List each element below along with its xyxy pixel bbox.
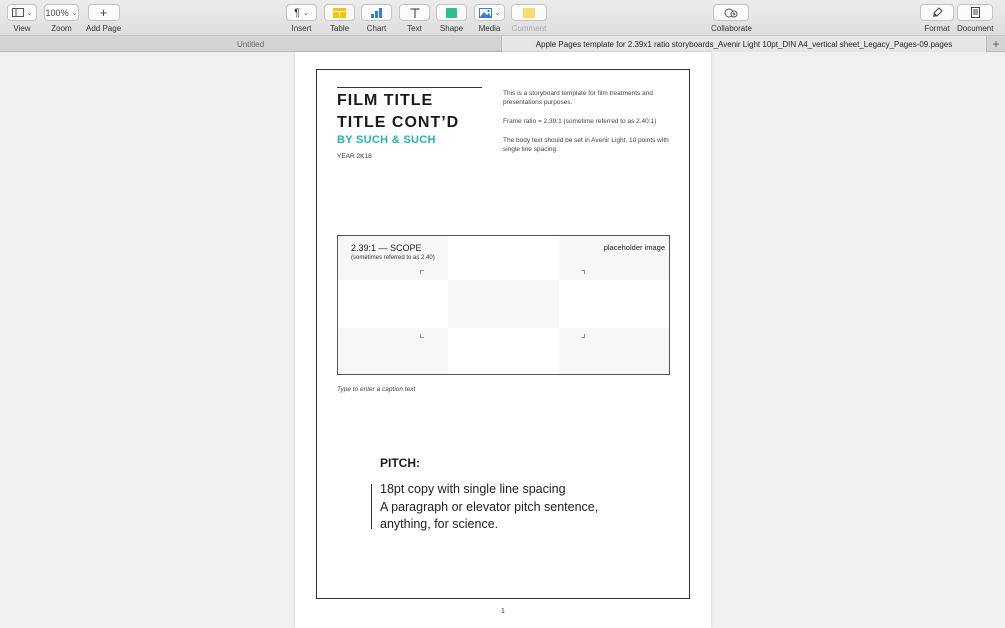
byline[interactable]: BY SUCH & SUCH <box>337 134 436 146</box>
storyboard-cell <box>448 236 559 280</box>
title-rule <box>337 87 482 88</box>
storyboard-cell <box>559 236 669 280</box>
comment-button[interactable] <box>511 4 547 21</box>
pitch-bar <box>371 484 372 529</box>
text-tool[interactable] <box>399 4 430 33</box>
format-button[interactable] <box>920 4 954 21</box>
film-title[interactable] <box>337 90 459 134</box>
view-tool[interactable] <box>7 4 37 33</box>
chart-tool[interactable] <box>361 4 392 33</box>
caption-text[interactable]: Type to enter a caption text <box>337 386 416 393</box>
collaborate-button[interactable] <box>713 4 749 21</box>
document-tool[interactable] <box>957 4 993 33</box>
placeholder-image-label: placeholder image <box>603 243 665 252</box>
add-page-button[interactable] <box>88 4 120 21</box>
media-button[interactable] <box>474 4 505 21</box>
table-icon <box>333 8 346 18</box>
chevron-down-icon: ⌄ <box>26 9 33 17</box>
toolbar <box>0 0 1005 36</box>
intro-text[interactable] <box>503 89 673 164</box>
chart-button[interactable] <box>361 4 392 21</box>
pitch-text[interactable] <box>380 481 680 534</box>
crop-mark-icon <box>420 270 424 274</box>
media-tool[interactable] <box>474 4 505 33</box>
document-icon <box>971 7 980 18</box>
collaborate-icon <box>724 8 738 18</box>
add-page-tool[interactable] <box>86 4 121 33</box>
storyboard-cell <box>448 280 559 328</box>
storyboard-cell <box>559 280 669 328</box>
text-icon <box>410 8 420 18</box>
table-tool[interactable] <box>324 4 355 33</box>
media-icon <box>479 8 492 18</box>
document-button[interactable] <box>957 4 993 21</box>
intro-paragraph: Frame ratio = 2.39:1 (sometime referred to as 2.40:1) <box>503 118 657 125</box>
table-label: Table <box>329 24 350 33</box>
crop-mark-icon <box>581 334 585 338</box>
pilcrow-icon: ¶ <box>294 6 301 19</box>
insert-button[interactable] <box>286 4 317 21</box>
storyboard-cell <box>448 328 559 374</box>
view-button[interactable] <box>7 4 37 21</box>
storyboard-ratio-subtitle: (sometimes referred to as 2.40) <box>351 255 435 261</box>
storyboard-cell <box>338 280 448 328</box>
storyboard-cell <box>338 236 448 280</box>
table-button[interactable] <box>324 4 355 21</box>
pitch-line: 18pt copy with single line spacing <box>380 482 566 496</box>
comment-icon <box>523 8 535 18</box>
comment-label: Comment <box>511 24 547 33</box>
chevron-down-icon: ⌄ <box>494 9 501 17</box>
document-page[interactable] <box>295 52 711 628</box>
tab-storyboard-template[interactable]: Apple Pages template for 2.39x1 ratio storyboards_Avenir Light 10pt_DIN A4_vertical sheet_Legacy_Pages-09.pages <box>502 36 987 52</box>
page-number: 1 <box>501 608 505 615</box>
plus-icon: + <box>99 5 108 20</box>
pitch-heading[interactable]: PITCH: <box>380 456 420 470</box>
title-line-2: TITLE CONT’D <box>337 114 460 131</box>
intro-paragraph: The body text should be set in Avenir Light, 10 points with single line spacing. <box>503 137 669 153</box>
crop-mark-icon <box>581 270 585 274</box>
format-tool[interactable] <box>920 4 954 33</box>
text-button[interactable] <box>399 4 430 21</box>
insert-label: Insert <box>291 24 312 33</box>
crop-mark-icon <box>420 334 424 338</box>
media-label: Media <box>478 24 501 33</box>
view-label: View <box>13 24 31 33</box>
chevron-down-icon: ⌄ <box>71 9 78 17</box>
page-frame <box>316 69 690 599</box>
pitch-line: A paragraph or elevator pitch sentence, <box>380 499 599 514</box>
year-text[interactable]: YEAR 2K18 <box>337 153 372 160</box>
chart-icon <box>370 8 383 18</box>
text-label: Text <box>407 24 422 33</box>
intro-paragraph: This is a storyboard template for film treatments and presentations purposes. <box>503 90 653 106</box>
storyboard-ratio-title: 2.39:1 — SCOPE <box>351 243 422 253</box>
zoom-select[interactable] <box>44 4 79 21</box>
storyboard-cell <box>559 328 669 374</box>
storyboard-frame[interactable] <box>337 235 670 375</box>
zoom-value: 100% <box>45 7 69 18</box>
collaborate-tool[interactable] <box>711 4 752 33</box>
format-brush-icon <box>932 7 943 18</box>
shape-label: Shape <box>439 24 464 33</box>
shape-icon <box>446 8 457 18</box>
storyboard-cell <box>338 328 448 374</box>
view-icon <box>12 8 24 17</box>
document-label: Document <box>957 24 994 33</box>
title-line-1: FILM TITLE <box>337 92 434 109</box>
tab-untitled[interactable]: Untitled <box>0 36 502 52</box>
tab-bar <box>0 36 1005 52</box>
new-tab-plus-icon[interactable]: + <box>992 37 1000 51</box>
format-label: Format <box>924 24 950 33</box>
chevron-down-icon: ⌄ <box>303 9 309 17</box>
pitch-line: anything, for science. <box>380 517 499 531</box>
insert-tool[interactable] <box>286 4 317 33</box>
zoom-tool[interactable] <box>44 4 79 33</box>
zoom-label: Zoom <box>51 24 72 33</box>
shape-button[interactable] <box>436 4 467 21</box>
comment-tool[interactable] <box>511 4 547 33</box>
add-page-label: Add Page <box>86 24 122 33</box>
document-canvas <box>0 52 1005 628</box>
chart-label: Chart <box>366 24 387 33</box>
collaborate-label: Collaborate <box>711 24 752 33</box>
shape-tool[interactable] <box>436 4 467 33</box>
